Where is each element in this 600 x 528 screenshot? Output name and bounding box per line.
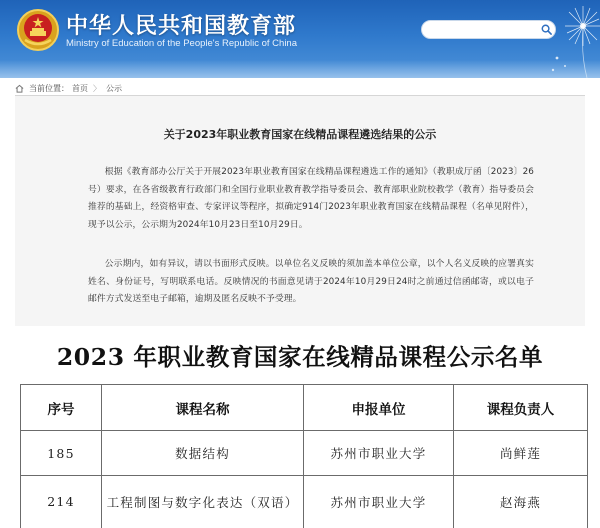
article-title: 关于2023年职业教育国家在线精品课程遴选结果的公示	[163, 128, 437, 141]
national-emblem-icon	[16, 8, 60, 52]
article-paragraph: 公示期内，如有异议，请以书面形式反映。以单位名义反映的须加盖本单位公章，以个人名义反映的应署真实姓名、身份证号，写明联系电话。反映情况的书面意见请于2024年10月29日24时之前通过信函邮寄，或以电子邮件方式发送至电子邮箱，逾期及匿名反映不予受理。	[88, 259, 534, 304]
article-paragraph: 根据《教育部办公厅关于开展2023年职业教育国家在线精品课程遴选工作的通知》（教职成厅函〔2023〕26号）要求，在各省级教育行政部门和全国行业职业教育教学指导委员会、教育部职业院校教学（教育）指导委员会推荐的基础上，经资格审查、专家评议等程序，拟确定914门2023年职业教育国家在线精品课程（名单见附件），现予以公示，公示期为2024年10月23日至10月29日。	[88, 167, 534, 230]
breadcrumb	[15, 81, 122, 95]
breadcrumb-home-link[interactable]: 首页	[72, 83, 88, 93]
ministry-name-en: Ministry of Education of the People's Republic of China	[66, 38, 297, 49]
cell-unit: 苏州市职业大学	[304, 476, 454, 528]
cell-number: 214	[21, 476, 102, 528]
cell-course-name: 工程制图与数字化表达（双语）	[102, 476, 304, 528]
cell-lead: 赵海燕	[454, 476, 588, 528]
table-row	[21, 431, 588, 476]
column-header-lead: 课程负责人	[454, 385, 588, 431]
column-header-course-name: 课程名称	[102, 385, 304, 431]
breadcrumb-label: 当前位置：	[29, 83, 69, 93]
cell-lead: 尚鲜莲	[454, 431, 588, 476]
cell-number: 185	[21, 431, 102, 476]
ministry-name-cn: 中华人民共和国教育部	[66, 14, 297, 39]
course-list-title: 2023 年职业教育国家在线精品课程公示名单	[56, 343, 544, 371]
cell-course-name: 数据结构	[102, 431, 304, 476]
site-search-input[interactable]	[421, 20, 556, 39]
site-header-banner	[0, 0, 600, 78]
table-header-row	[21, 385, 588, 431]
cell-unit: 苏州市职业大学	[304, 431, 454, 476]
dandelion-decoration	[545, 0, 600, 78]
breadcrumb-separator: 〉	[93, 83, 101, 93]
home-icon	[15, 84, 24, 93]
announcement-article	[15, 96, 585, 326]
breadcrumb-current-link[interactable]: 公示	[106, 83, 122, 93]
course-list-table	[20, 384, 588, 528]
table-row	[21, 476, 588, 528]
column-header-unit: 申报单位	[304, 385, 454, 431]
column-header-number: 序号	[21, 385, 102, 431]
